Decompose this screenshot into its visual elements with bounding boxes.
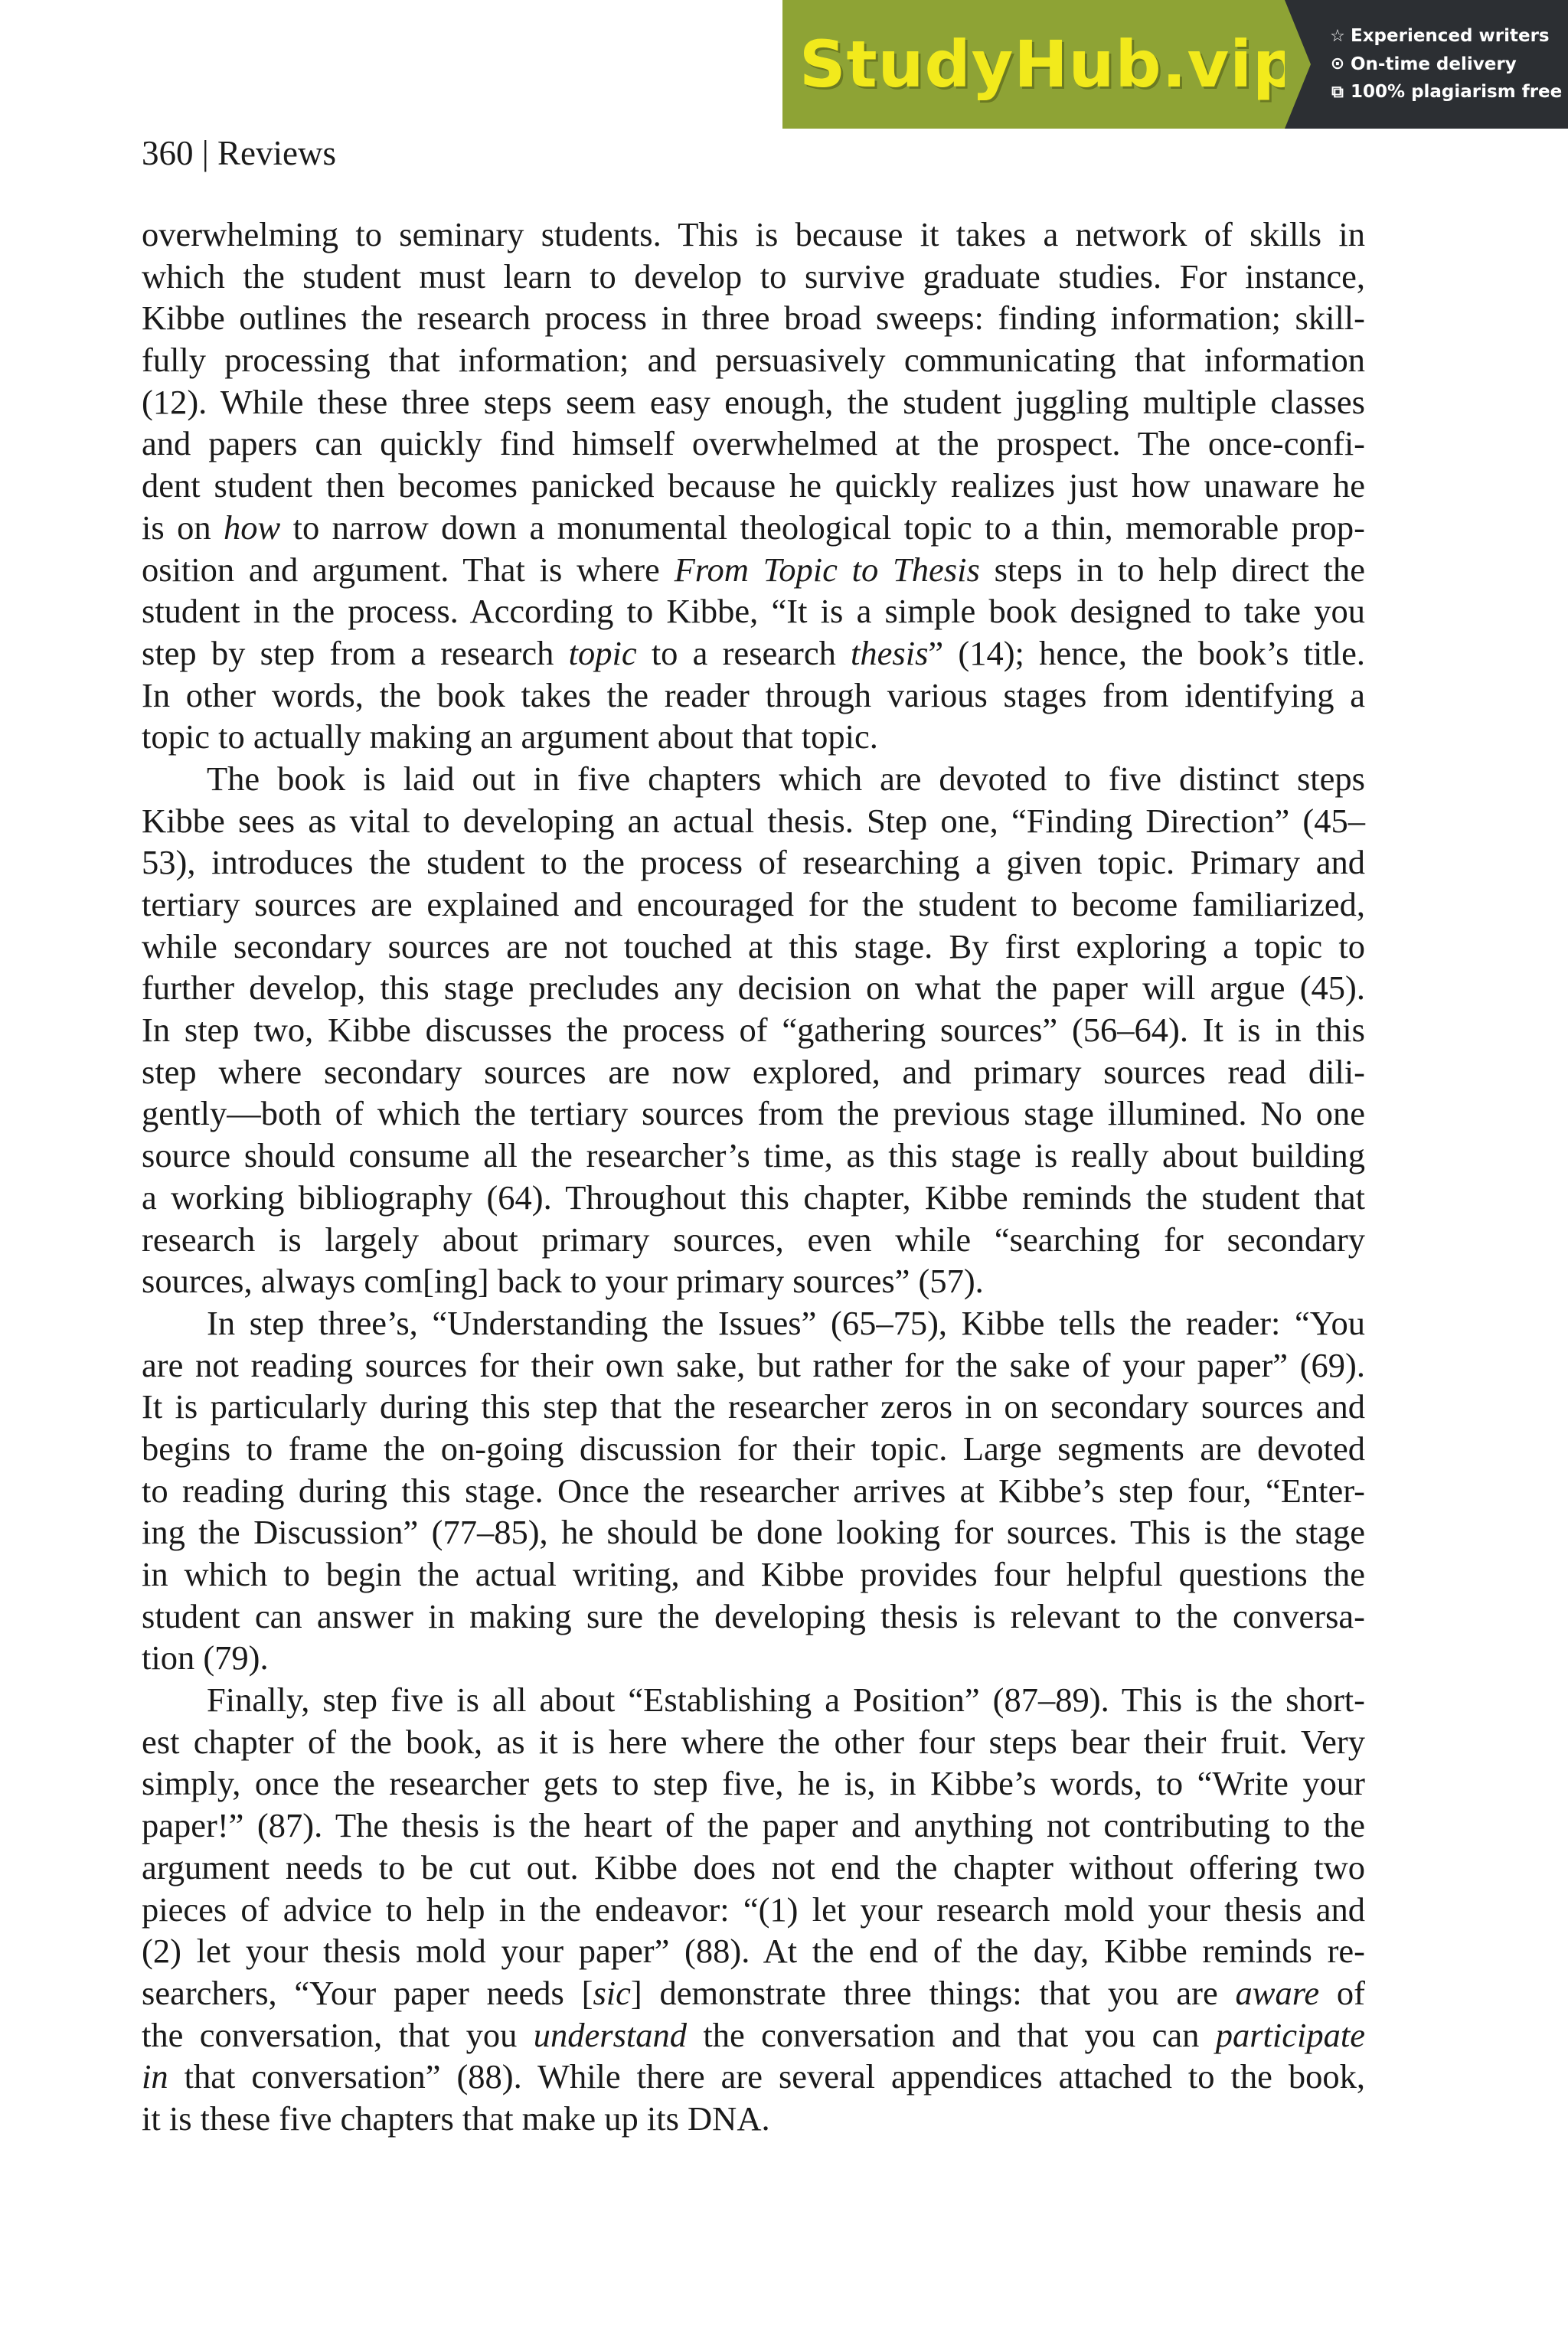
text-segment: (12). While these three steps seem easy enough, the student juggling multiple classes — [142, 382, 1365, 421]
text-line — [142, 507, 1365, 549]
text-segment: step where secondary sources are now explored, and primary sources read dili- — [142, 1052, 1365, 1091]
text-line — [142, 423, 1365, 465]
text-segment: topic to actually making an argument about that topic. — [142, 717, 878, 756]
paragraph — [142, 214, 1365, 758]
text-line — [142, 297, 1365, 339]
text-segment: to reading during this stage. Once the researcher arrives at Kibbe’s step four, “Enter- — [142, 1471, 1365, 1510]
text-segment: begins to frame the on-going discussion for their topic. Large segments are devoted — [142, 1429, 1365, 1468]
text-segment: sources, always com[ing] back to your primary sources” (57). — [142, 1262, 984, 1301]
text-segment: est chapter of the book, as it is here where the other four steps bear their fruit. Very — [142, 1722, 1365, 1761]
star-icon: ☆ — [1330, 26, 1345, 46]
text-segment: ing the Discussion” (77–85), he should be done looking for sources. This is the stage — [142, 1513, 1365, 1552]
text-line — [142, 1051, 1365, 1093]
text-segment: further develop, this stage precludes any decision on what the paper will argue (45). — [142, 969, 1365, 1008]
text-line — [142, 1344, 1365, 1387]
text-segment: is on — [142, 508, 224, 547]
text-segment: Kibbe outlines the research process in three broad sweeps: finding information; skill- — [142, 299, 1365, 338]
text-segment: while secondary sources are not touched at this stage. By first exploring a topic to — [142, 926, 1365, 965]
italic-text: topic — [568, 633, 637, 672]
text-line — [142, 1302, 1365, 1344]
text-segment: ” (14); hence, the book’s title. — [928, 633, 1366, 672]
text-line — [142, 214, 1365, 256]
text-line — [142, 256, 1365, 298]
text-segment: (2) let your thesis mold your paper” (88). At the end of the day, Kibbe reminds re- — [142, 1932, 1365, 1971]
running-head: 360 | Reviews — [142, 134, 336, 172]
feature-label: Experienced writers — [1351, 26, 1550, 47]
feature-plagiarism-free — [1328, 82, 1568, 102]
text-segment: In step three’s, “Understanding the Issues” (65–75), Kibbe tells the reader: “You — [207, 1303, 1365, 1342]
italic-text: thesis — [851, 633, 929, 672]
text-line — [142, 1260, 1365, 1302]
text-line — [142, 716, 1365, 758]
text-line — [142, 841, 1365, 884]
text-line — [142, 1972, 1365, 2014]
feature-list — [1285, 0, 1568, 129]
text-line — [142, 2098, 1365, 2140]
text-segment: It is particularly during this step that the researcher zeros in on secondary sources and — [142, 1387, 1365, 1426]
italic-text: From Topic to Thesis — [674, 550, 980, 589]
text-segment: student can answer in making sure the developing thesis is relevant to the conversa- — [142, 1596, 1365, 1635]
text-line — [142, 632, 1365, 675]
text-segment: the conversation, that you — [142, 2015, 534, 2054]
text-segment: that conversation” (88). While there are several appendices attached to the book, — [168, 2057, 1365, 2096]
text-segment: In step two, Kibbe discusses the process of “gathering sources” (56–64). It is in this — [142, 1011, 1365, 1050]
italic-text: participate — [1215, 2015, 1365, 2054]
text-segment: searchers, “Your paper needs [ — [142, 1973, 593, 2012]
text-segment: student in the process. According to Kibbe, “It is a simple book designed to take you — [142, 592, 1365, 631]
italic-text: in — [142, 2057, 168, 2096]
text-line — [142, 339, 1365, 381]
text-segment: pieces of advice to help in the endeavor: “(1) let your research mold your thesis and — [142, 1890, 1365, 1929]
text-segment: step by step from a research — [142, 633, 569, 672]
text-line — [142, 800, 1365, 842]
italic-text: understand — [533, 2015, 688, 2054]
text-segment: The book is laid out in five chapters which are devoted to five distinct steps — [207, 759, 1365, 798]
text-line — [142, 967, 1365, 1009]
text-segment: the conversation and that you can — [687, 2015, 1216, 2054]
text-line — [142, 590, 1365, 632]
text-line — [142, 1009, 1365, 1051]
text-segment: of — [1319, 1973, 1365, 2012]
paragraph — [142, 758, 1365, 1302]
text-segment: source should consume all the researcher’s time, as this stage is really about building — [142, 1136, 1365, 1175]
copy-icon: ⧉ — [1331, 82, 1344, 102]
text-segment: 53), introduces the student to the process of researching a given topic. Primary and — [142, 843, 1365, 882]
paragraph — [142, 1679, 1365, 2140]
text-line — [142, 1177, 1365, 1219]
text-segment: are not reading sources for their own sake, but rather for the sake of your paper” (69). — [142, 1345, 1365, 1384]
text-segment: osition and argument. That is where — [142, 550, 675, 589]
text-line — [142, 1847, 1365, 1889]
text-segment: to narrow down a monumental theological topic to a thin, memorable prop- — [280, 508, 1365, 547]
brand-logo[interactable] — [782, 0, 1300, 129]
text-line — [142, 1470, 1365, 1512]
feature-on-time-delivery — [1328, 54, 1568, 74]
text-line — [142, 1093, 1365, 1135]
feature-label: 100% plagiarism free — [1351, 82, 1563, 103]
feature-label: On-time delivery — [1351, 54, 1517, 74]
text-segment: Finally, step five is all about “Establishing a Position” (87–89). This is the short- — [207, 1681, 1365, 1720]
text-segment: it is these five chapters that make up its DNA. — [142, 2099, 770, 2138]
text-line — [142, 1721, 1365, 1763]
text-line — [142, 1889, 1365, 1931]
text-line — [142, 1805, 1365, 1847]
text-segment: fully processing that information; and persuasively communicating that information — [142, 341, 1365, 380]
text-segment: steps in to help direct the — [979, 550, 1365, 589]
text-segment: research is largely about primary sources, even while “searching for secondary — [142, 1220, 1365, 1259]
text-line — [142, 884, 1365, 926]
text-line — [142, 549, 1365, 591]
text-segment: tertiary sources are explained and encouraged for the student to become familiarized, — [142, 885, 1365, 923]
brand-name: StudyHub.vip — [799, 27, 1300, 102]
italic-text: how — [224, 508, 281, 547]
review-body — [142, 214, 1365, 2140]
text-line — [142, 1553, 1365, 1596]
text-line — [142, 1596, 1365, 1638]
text-segment: paper!” (87). The thesis is the heart of the paper and anything not contributing to the — [142, 1806, 1365, 1845]
text-segment: argument needs to be cut out. Kibbe does not end the chapter without offering two — [142, 1847, 1365, 1886]
text-line — [142, 1511, 1365, 1553]
text-line — [142, 675, 1365, 717]
italic-text: sic — [593, 1973, 631, 2012]
text-line — [142, 1219, 1365, 1261]
text-segment: Kibbe sees as vital to developing an actual thesis. Step one, “Finding Direction” (45– — [142, 801, 1365, 840]
text-segment: and papers can quickly find himself overwhelmed at the prospect. The once-confi- — [142, 424, 1365, 463]
text-segment: to a research — [636, 633, 851, 672]
text-segment: which the student must learn to develop to survive graduate studies. For instance, — [142, 256, 1365, 296]
text-line — [142, 1637, 1365, 1679]
text-line — [142, 1135, 1365, 1177]
text-segment: In other words, the book takes the reader through various stages from identifying a — [142, 675, 1365, 714]
text-segment: simply, once the researcher gets to step five, he is, in Kibbe’s words, to “Write your — [142, 1764, 1365, 1803]
text-line — [142, 926, 1365, 968]
text-segment: tion (79). — [142, 1638, 269, 1677]
text-line — [142, 2014, 1365, 2056]
text-segment: overwhelming to seminary students. This is because it takes a network of skills in — [142, 215, 1365, 253]
italic-text: aware — [1235, 1973, 1320, 2012]
text-line — [142, 1428, 1365, 1470]
text-segment: a working bibliography (64). Throughout this chapter, Kibbe reminds the student that — [142, 1178, 1365, 1217]
clock-icon: ⊙ — [1330, 54, 1345, 74]
text-segment: gently—both of which the tertiary sources from the previous stage illumined. No one — [142, 1094, 1365, 1133]
paragraph — [142, 1302, 1365, 1679]
text-segment: dent student then becomes panicked because he quickly realizes just how unaware he — [142, 466, 1365, 505]
text-segment: ] demonstrate three things: that you are — [630, 1973, 1236, 2012]
text-segment: in which to begin the actual writing, and Kibbe provides four helpful questions the — [142, 1555, 1365, 1593]
text-line — [142, 1930, 1365, 1972]
feature-experienced-writers — [1328, 26, 1568, 46]
text-line — [142, 2056, 1365, 2098]
studyhub-banner[interactable] — [782, 0, 1568, 129]
text-line — [142, 1386, 1365, 1428]
text-line — [142, 465, 1365, 507]
text-line — [142, 381, 1365, 423]
text-line — [142, 1679, 1365, 1721]
text-line — [142, 1762, 1365, 1805]
text-line — [142, 758, 1365, 800]
